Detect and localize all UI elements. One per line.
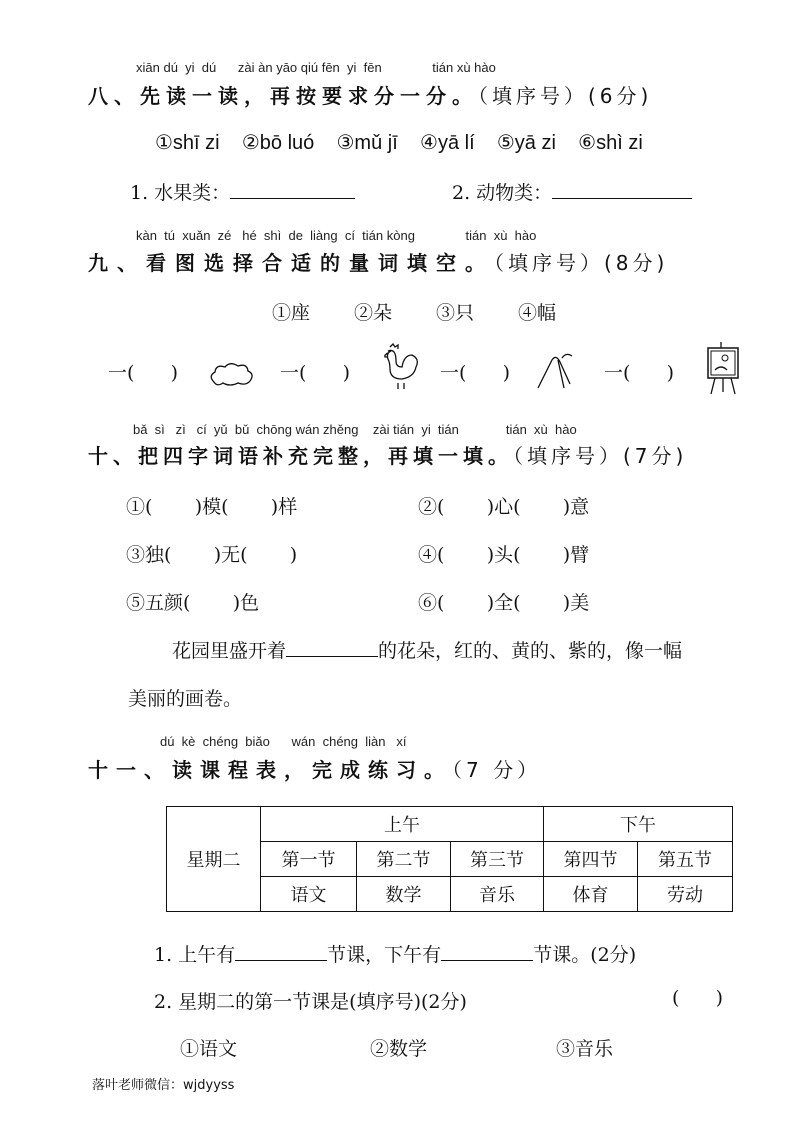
footer-contact: 落叶老师微信：wjdyyss [92, 1078, 235, 1093]
option: ②朵 [354, 302, 393, 324]
q10-sentence [172, 636, 682, 663]
option: ③mǔ jī [336, 132, 398, 154]
subject-cell: 数学 [357, 877, 451, 912]
option: ⑤yā zi [496, 132, 556, 154]
sentence-blank[interactable] [286, 638, 378, 657]
idiom-item-1[interactable]: ①( )模( )样 [126, 496, 298, 518]
option: ②bō luó [241, 132, 315, 154]
morning-count-blank[interactable] [235, 942, 327, 961]
q10-pinyin: bǎ sì zì cí yǔ bǔ chōng wán zhěng zài tián yi tián tián xù hào [133, 422, 577, 437]
measure-blank-1[interactable]: 一( ) [108, 362, 179, 384]
q11-pinyin: dú kè chéng biǎo wán chéng liàn xí [160, 734, 407, 749]
option: ③音乐 [556, 1038, 614, 1060]
q8-fruit-row [130, 178, 355, 205]
idiom-item-3[interactable]: ③独( )无( ) [126, 544, 298, 566]
q10-title: 十、把四字词语补充完整，再填一填。 [88, 444, 513, 468]
answer-paren[interactable]: ( ) [672, 987, 724, 1009]
schedule-table [166, 806, 733, 912]
animal-blank[interactable] [552, 180, 692, 199]
option: ②数学 [370, 1038, 428, 1060]
option: ①座 [272, 302, 311, 324]
morning-header: 上午 [261, 807, 544, 842]
afternoon-count-blank[interactable] [441, 942, 533, 961]
rooster-picture [378, 343, 424, 393]
q8-title: 八、先读一读，再按要求分一分。 [88, 84, 478, 108]
q1-text: 节课。(2分) [533, 944, 637, 966]
q10-suffix: （填序号）(7分) [513, 444, 688, 468]
period-cell: 第四节 [544, 842, 638, 877]
q8-animal-row [452, 178, 692, 205]
q8-suffix: （填序号）(6分) [478, 84, 653, 108]
afternoon-header: 下午 [544, 807, 733, 842]
q8-heading [88, 80, 652, 109]
idiom-item-6[interactable]: ⑥( )全( )美 [418, 592, 590, 614]
sentence-text-end: 美丽的画卷。 [128, 688, 243, 710]
period-cell: 第五节 [638, 842, 733, 877]
q8-options [155, 130, 643, 155]
idiom-item-4[interactable]: ④( )头( )臂 [418, 544, 590, 566]
idiom-item-5[interactable]: ⑤五颜( )色 [126, 592, 260, 614]
fruit-blank[interactable] [230, 180, 355, 199]
option: ③只 [436, 302, 475, 324]
period-cell: 第二节 [357, 842, 451, 877]
measure-blank-2[interactable]: 一( ) [280, 362, 351, 384]
q11-question-2: 2. 星期二的第一节课是(填序号)(2分) [154, 991, 467, 1013]
q11-suffix: （7 分） [452, 758, 542, 782]
q9-title: 九、看图选择合适的量词填空。 [88, 251, 494, 275]
idiom-item-2[interactable]: ②( )心( )意 [418, 496, 590, 518]
sentence-text: 的花朵，红的、黄的、紫的，像一幅 [378, 640, 683, 662]
painting-on-easel-picture [705, 340, 741, 396]
option: ④幅 [518, 302, 557, 324]
q1-text: 1. 上午有 [154, 944, 236, 966]
q1-text: 节课，下午有 [327, 944, 442, 966]
fruit-label: 1. 水果类： [130, 182, 231, 204]
animal-label: 2. 动物类： [452, 182, 553, 204]
measure-blank-4[interactable]: 一( ) [604, 362, 675, 384]
q9-options [272, 298, 556, 325]
q9-pinyin: kàn tú xuǎn zé hé shì de liàng cí tián kòng tián xù hào [136, 228, 537, 243]
subject-cell: 音乐 [451, 877, 544, 912]
sentence-text: 花园里盛开着 [172, 640, 287, 662]
subject-cell: 体育 [544, 877, 638, 912]
day-cell: 星期二 [167, 807, 261, 912]
mountain-picture [536, 350, 578, 390]
subject-cell: 语文 [261, 877, 357, 912]
option: ①shī zi [155, 132, 220, 154]
q11-question-1 [154, 940, 636, 967]
q9-heading [88, 247, 668, 276]
q10-heading [88, 440, 687, 469]
option: ①语文 [180, 1038, 238, 1060]
option: ⑥shì zi [578, 132, 643, 154]
subject-cell: 劳动 [638, 877, 733, 912]
q11-heading [88, 754, 541, 783]
measure-blank-3[interactable]: 一( ) [440, 362, 511, 384]
period-cell: 第一节 [261, 842, 357, 877]
q9-suffix: （填序号）(8分) [494, 251, 669, 275]
q11-title: 十一、读课程表，完成练习。 [88, 758, 452, 782]
option: ④yā lí [420, 132, 475, 154]
cloud-picture [208, 360, 256, 388]
period-cell: 第三节 [451, 842, 544, 877]
q8-pinyin: xiān dú yi dú zài àn yāo qiú fēn yi fēn tián xù hào [136, 60, 496, 75]
